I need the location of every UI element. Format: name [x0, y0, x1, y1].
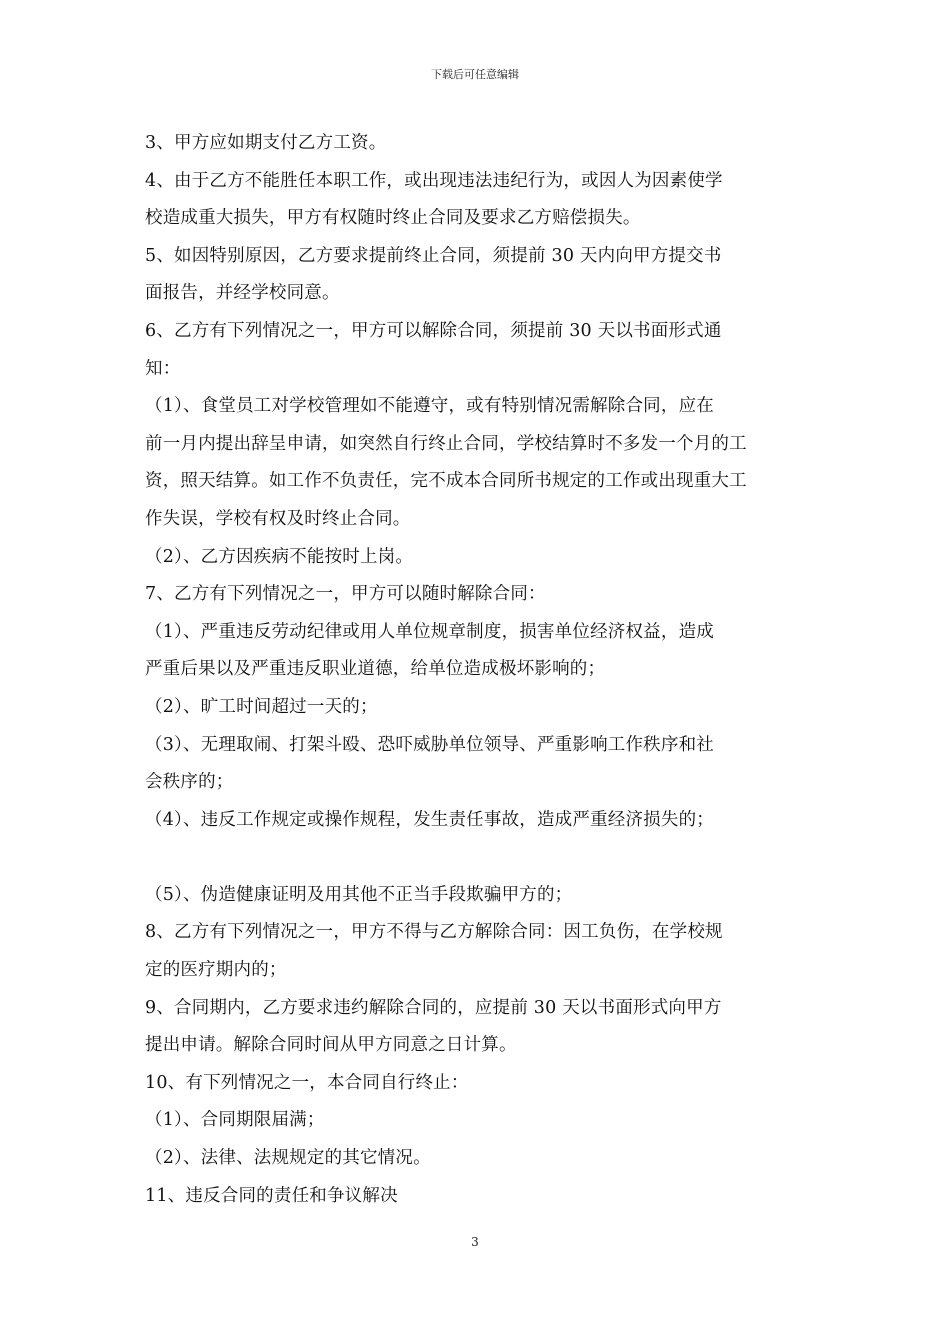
clause-6-line-2: 知：: [145, 358, 181, 379]
clause-10-item-1: （1）、合同期限届满；: [145, 1110, 325, 1131]
clause-8-line-2: 定的医疗期内的；: [145, 960, 287, 981]
clause-10: 10、有下列情况之一，本合同自行终止：: [145, 1072, 469, 1093]
clause-7: 7、乙方有下列情况之一，甲方可以随时解除合同：: [145, 584, 546, 605]
clause-7-item-3-line-1: （3）、无理取闹、打架斗殴、恐吓威胁单位领导、严重影响工作秩序和社: [145, 734, 714, 755]
clause-4-line-2: 校造成重大损失，甲方有权随时终止合同及要求乙方赔偿损失。: [145, 208, 641, 229]
clause-7-item-2: （2）、旷工时间超过一天的；: [145, 696, 378, 717]
clause-11: 11、违反合同的责任和争议解决: [145, 1185, 398, 1206]
clause-7-item-1-line-1: （1）、严重违反劳动纪律或用人单位规章制度，损害单位经济权益，造成: [145, 621, 714, 642]
clause-6-line-1: 6、乙方有下列情况之一，甲方可以解除合同，须提前 30 天以书面形式通: [145, 320, 722, 341]
clause-6-item-2: （2）、乙方因疾病不能按时上岗。: [145, 546, 414, 567]
clause-5-line-1: 5、如因特别原因，乙方要求提前终止合同，须提前 30 天内向甲方提交书: [145, 245, 722, 266]
clause-5-line-2: 面报告，并经学校同意。: [145, 283, 340, 304]
clause-6-item-1-line-4: 作失误，学校有权及时终止合同。: [145, 508, 411, 529]
clause-6-item-1-line-2: 前一月内提出辞呈申请，如突然自行终止合同，学校结算时不多发一个月的工: [145, 433, 747, 454]
clause-7-item-5: （5）、伪造健康证明及用其他不正当手段欺骗甲方的；: [145, 884, 573, 905]
clause-4-line-1: 4、由于乙方不能胜任本职工作，或出现违法违纪行为，或因人为因素使学: [145, 170, 723, 191]
blank-line: [145, 839, 809, 877]
clause-3: 3、甲方应如期支付乙方工资。: [145, 133, 387, 153]
clause-9-line-1: 9、合同期内，乙方要求违约解除合同的，应提前 30 天以书面形式向甲方: [145, 997, 722, 1018]
document-body: [145, 125, 809, 1215]
clause-6-item-1-line-3: 资，照天结算。如工作不负责任，完不成本合同所书规定的工作或出现重大工: [145, 471, 747, 492]
clause-7-item-4: （4）、违反工作规定或操作规程，发生责任事故，造成严重经济损失的；: [145, 809, 714, 830]
clause-9-line-2: 提出申请。解除合同时间从甲方同意之日计算。: [145, 1035, 517, 1056]
clause-8-line-1: 8、乙方有下列情况之一，甲方不得与乙方解除合同：因工负伤，在学校规: [145, 922, 723, 943]
page-number: 3: [471, 1235, 479, 1249]
clause-6-item-1-line-1: （1）、食堂员工对学校管理如不能遵守，或有特别情况需解除合同，应在: [145, 396, 714, 417]
clause-7-item-1-line-2: 严重后果以及严重违反职业道德，给单位造成极坏影响的；: [145, 659, 606, 680]
clause-10-item-2: （2）、法律、法规规定的其它情况。: [145, 1148, 431, 1169]
page-header: 下载后可任意编辑: [431, 68, 519, 81]
clause-7-item-3-line-2: 会秩序的；: [145, 772, 234, 793]
